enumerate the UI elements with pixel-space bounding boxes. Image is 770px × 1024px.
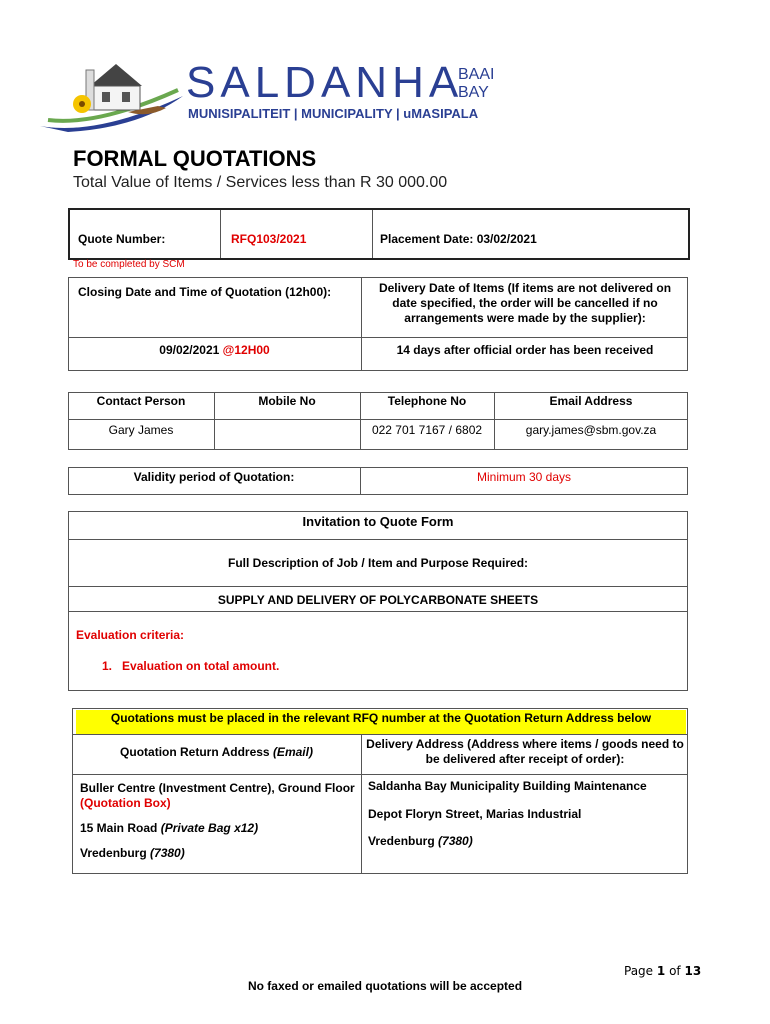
description-label: Full Description of Job / Item and Purpose Required: bbox=[227, 556, 529, 570]
contact-telephone-value: 022 701 7167 / 6802 bbox=[371, 423, 483, 437]
invitation-title: Invitation to Quote Form bbox=[302, 514, 454, 529]
contact-header-mobile: Mobile No bbox=[258, 394, 316, 408]
quote-number-label: Quote Number: bbox=[78, 232, 166, 246]
return-address-box: (Quotation Box) bbox=[80, 796, 171, 810]
logo-emblem-icon bbox=[38, 56, 188, 136]
page-total: 13 bbox=[684, 964, 702, 978]
criteria-item: 1. Evaluation on total amount. bbox=[102, 659, 280, 673]
delivery-address-line3 bbox=[368, 834, 473, 848]
return-address-town: Vredenburg bbox=[80, 846, 147, 860]
return-banner: Quotations must be placed in the relevant RFQ number at the Quotation Return Address below bbox=[76, 710, 686, 734]
return-address-email: (Email) bbox=[272, 745, 313, 759]
contact-header-person: Contact Person bbox=[96, 394, 186, 408]
delivery-address-line1: Saldanha Bay Municipality Building Maintenance bbox=[368, 779, 647, 793]
page-subtitle: Total Value of Items / Services less than R 30 000.00 bbox=[73, 174, 448, 191]
return-address-line1 bbox=[80, 781, 356, 811]
scm-note: To be completed by SCM bbox=[73, 259, 185, 270]
delivery-address-header: Delivery Address (Address where items / goods need to be delivered after receipt of order): bbox=[366, 737, 684, 766]
delivery-address-town: Vredenburg bbox=[368, 834, 435, 848]
closing-time: @12H00 bbox=[222, 343, 270, 357]
page-number bbox=[624, 964, 701, 978]
delivery-address-code: (7380) bbox=[438, 834, 473, 848]
return-address-label: Quotation Return Address bbox=[120, 745, 270, 759]
brand-sub-bottom: BAY bbox=[458, 84, 489, 101]
return-address-street: 15 Main Road bbox=[80, 821, 158, 835]
contact-header-telephone: Telephone No bbox=[387, 394, 467, 408]
return-address-line2 bbox=[80, 821, 258, 835]
return-address-header bbox=[72, 745, 361, 759]
contact-email-value[interactable]: gary.james@sbm.gov.za bbox=[525, 423, 657, 437]
return-address-code: (7380) bbox=[150, 846, 185, 860]
validity-label: Validity period of Quotation: bbox=[133, 470, 295, 484]
return-address-bag: (Private Bag x12) bbox=[160, 821, 259, 835]
page-prefix: Page bbox=[624, 964, 654, 978]
closing-label: Closing Date and Time of Quotation (12h00): bbox=[78, 285, 332, 299]
contact-header-email: Email Address bbox=[549, 394, 633, 408]
page-current: 1 bbox=[656, 964, 666, 978]
quote-number-value: RFQ103/2021 bbox=[231, 232, 307, 246]
page-of: of bbox=[669, 964, 681, 978]
contact-person-value: Gary James bbox=[108, 423, 174, 437]
page-title: FORMAL QUOTATIONS bbox=[73, 146, 317, 171]
delivery-date-label: Delivery Date of Items (If items are not delivered on date specified, the order will be cancelled if no arrangements were made by the supplier): bbox=[378, 281, 672, 325]
closing-date-line bbox=[68, 343, 361, 357]
brand-name: SALDANHA bbox=[186, 58, 464, 107]
validity-value: Minimum 30 days bbox=[476, 470, 572, 484]
delivery-date-value: 14 days after official order has been received bbox=[396, 343, 654, 357]
footer-note: No faxed or emailed quotations will be accepted bbox=[247, 979, 523, 993]
municipality-logo bbox=[38, 56, 508, 136]
delivery-address-line2: Depot Floryn Street, Marias Industrial bbox=[368, 807, 582, 821]
brand-tagline: MUNISIPALITEIT | MUNICIPALITY | uMASIPALA bbox=[188, 106, 479, 121]
return-address-line3 bbox=[80, 846, 185, 860]
brand-sub-top: BAAI bbox=[458, 66, 495, 83]
closing-date: 09/02/2021 bbox=[159, 343, 220, 357]
description-value: SUPPLY AND DELIVERY OF POLYCARBONATE SHEETS bbox=[217, 593, 539, 607]
criteria-label: Evaluation criteria: bbox=[76, 628, 185, 642]
placement-date: Placement Date: 03/02/2021 bbox=[380, 232, 537, 246]
return-address-building: Buller Centre (Investment Centre), Ground Floor bbox=[80, 781, 355, 795]
